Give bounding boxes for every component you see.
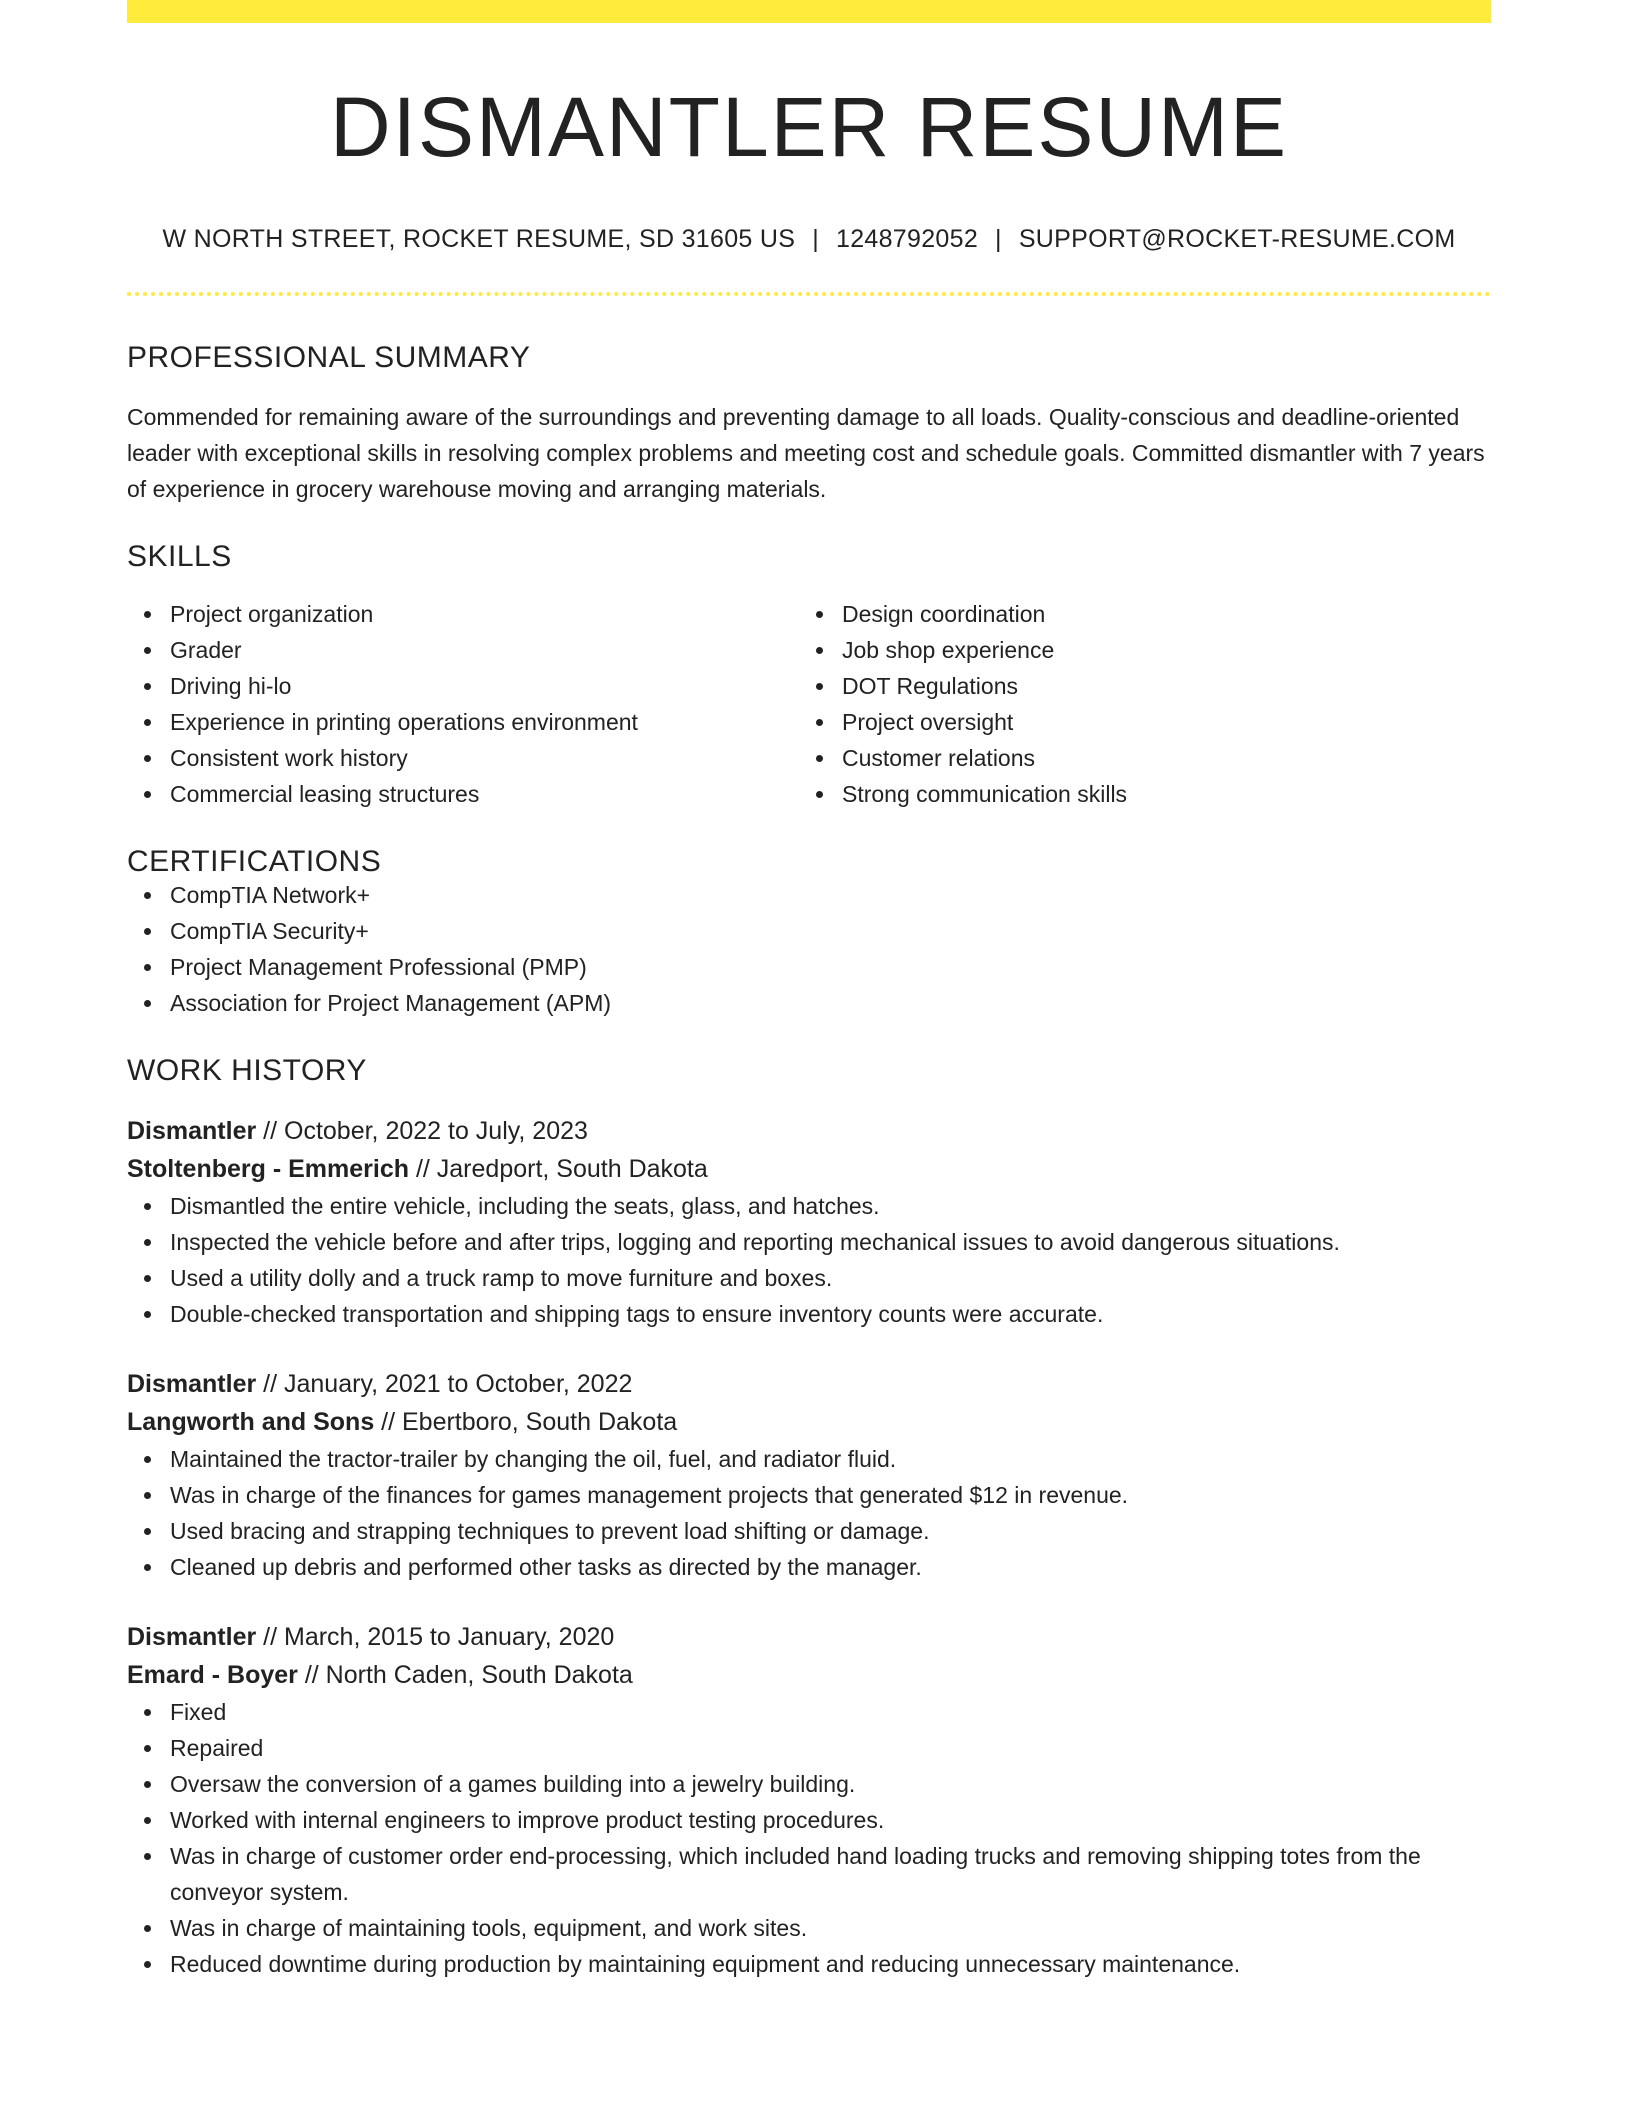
job-bullet: Used a utility dolly and a truck ramp to move furniture and boxes. <box>170 1260 1491 1296</box>
job-company: Langworth and Sons <box>127 1408 375 1436</box>
job-role: Dismantler <box>127 1370 257 1398</box>
job-bullet: Cleaned up debris and performed other tasks as directed by the manager. <box>170 1549 1491 1585</box>
job-dates: // October, 2022 to July, 2023 <box>256 1117 588 1145</box>
contact-line <box>127 227 1491 252</box>
skill-item: Design coordination <box>842 596 1471 632</box>
job-entry <box>127 1365 1491 1585</box>
job-bullet: Was in charge of customer order end-processing, which included hand loading trucks and removing shipping totes from the conveyor system. <box>170 1838 1491 1910</box>
job-company: Emard - Boyer <box>127 1661 298 1689</box>
skill-item: Project organization <box>170 596 799 632</box>
skill-item: Grader <box>170 632 799 668</box>
job-location: // Jaredport, South Dakota <box>409 1155 708 1183</box>
job-role-line <box>127 1112 1491 1150</box>
job-bullets <box>127 1188 1491 1332</box>
certification-item: CompTIA Network+ <box>170 877 1491 913</box>
job-role: Dismantler <box>127 1623 257 1651</box>
contact-phone: 1248792052 <box>835 225 979 253</box>
skill-item: Commercial leasing structures <box>170 776 799 812</box>
certification-item: CompTIA Security+ <box>170 913 1491 949</box>
skills-column-left <box>127 596 799 812</box>
skills-heading: SKILLS <box>127 540 232 573</box>
accent-top-bar <box>127 0 1491 23</box>
contact-separator: | <box>995 225 1002 253</box>
certifications-heading: CERTIFICATIONS <box>127 845 382 878</box>
job-entry <box>127 1618 1491 1982</box>
skills-grid <box>127 596 1491 812</box>
skill-item: Customer relations <box>842 740 1471 776</box>
job-dates: // March, 2015 to January, 2020 <box>256 1623 615 1651</box>
contact-separator: | <box>812 225 819 253</box>
job-bullets <box>127 1694 1491 1982</box>
certification-item: Association for Project Management (APM) <box>170 985 1491 1021</box>
job-bullet: Used bracing and strapping techniques to prevent load shifting or damage. <box>170 1513 1491 1549</box>
job-company-line <box>127 1656 1491 1694</box>
job-bullet: Fixed <box>170 1694 1491 1730</box>
job-bullet: Worked with internal engineers to improve product testing procedures. <box>170 1802 1491 1838</box>
resume-page <box>127 0 1491 1982</box>
job-role-line <box>127 1618 1491 1656</box>
job-bullet: Oversaw the conversion of a games building into a jewelry building. <box>170 1766 1491 1802</box>
skill-item: DOT Regulations <box>842 668 1471 704</box>
resume-title: DISMANTLER RESUME <box>329 80 1289 174</box>
job-role-line <box>127 1365 1491 1403</box>
skill-item: Strong communication skills <box>842 776 1471 812</box>
skill-item: Consistent work history <box>170 740 799 776</box>
job-bullet: Dismantled the entire vehicle, including the seats, glass, and hatches. <box>170 1188 1491 1224</box>
job-role: Dismantler <box>127 1117 257 1145</box>
work-history-heading: WORK HISTORY <box>127 1054 367 1087</box>
job-company: Stoltenberg - Emmerich <box>127 1155 409 1183</box>
job-bullet: Double-checked transportation and shipping tags to ensure inventory counts were accurate. <box>170 1296 1491 1332</box>
skill-item: Job shop experience <box>842 632 1471 668</box>
job-location: // Ebertboro, South Dakota <box>374 1408 678 1436</box>
job-bullets <box>127 1441 1491 1585</box>
skill-item: Driving hi-lo <box>170 668 799 704</box>
skills-list-left <box>127 596 799 812</box>
skill-item: Experience in printing operations environment <box>170 704 799 740</box>
contact-email: SUPPORT@ROCKET-RESUME.COM <box>1018 225 1456 253</box>
job-location: // North Caden, South Dakota <box>297 1661 633 1689</box>
dotted-divider <box>127 292 1491 296</box>
job-bullet: Inspected the vehicle before and after trips, logging and reporting mechanical issues to avoid dangerous situations. <box>170 1224 1491 1260</box>
job-bullet: Repaired <box>170 1730 1491 1766</box>
skills-list-right <box>799 596 1471 812</box>
summary-text: Commended for remaining aware of the surroundings and preventing damage to all loads. Quality-conscious and deadline-oriented leader with exceptional skills in resolving complex problems and meeting cost and schedule goals. Committed dismantler with 7 years of experience in grocery warehouse moving and arranging materials. <box>127 404 1485 502</box>
job-bullet: Was in charge of maintaining tools, equipment, and work sites. <box>170 1910 1491 1946</box>
certifications-list <box>127 877 1491 1021</box>
contact-address: W NORTH STREET, ROCKET RESUME, SD 31605 US <box>162 225 796 253</box>
job-bullet: Was in charge of the finances for games management projects that generated $12 in revenue. <box>170 1477 1491 1513</box>
job-company-line <box>127 1403 1491 1441</box>
job-dates: // January, 2021 to October, 2022 <box>256 1370 633 1398</box>
job-bullet: Maintained the tractor-trailer by changing the oil, fuel, and radiator fluid. <box>170 1441 1491 1477</box>
skills-column-right <box>799 596 1471 812</box>
skill-item: Project oversight <box>842 704 1471 740</box>
certification-item: Project Management Professional (PMP) <box>170 949 1491 985</box>
summary-heading: PROFESSIONAL SUMMARY <box>127 341 531 374</box>
job-entry <box>127 1112 1491 1332</box>
job-company-line <box>127 1150 1491 1188</box>
job-bullet: Reduced downtime during production by maintaining equipment and reducing unnecessary maintenance. <box>170 1946 1491 1982</box>
